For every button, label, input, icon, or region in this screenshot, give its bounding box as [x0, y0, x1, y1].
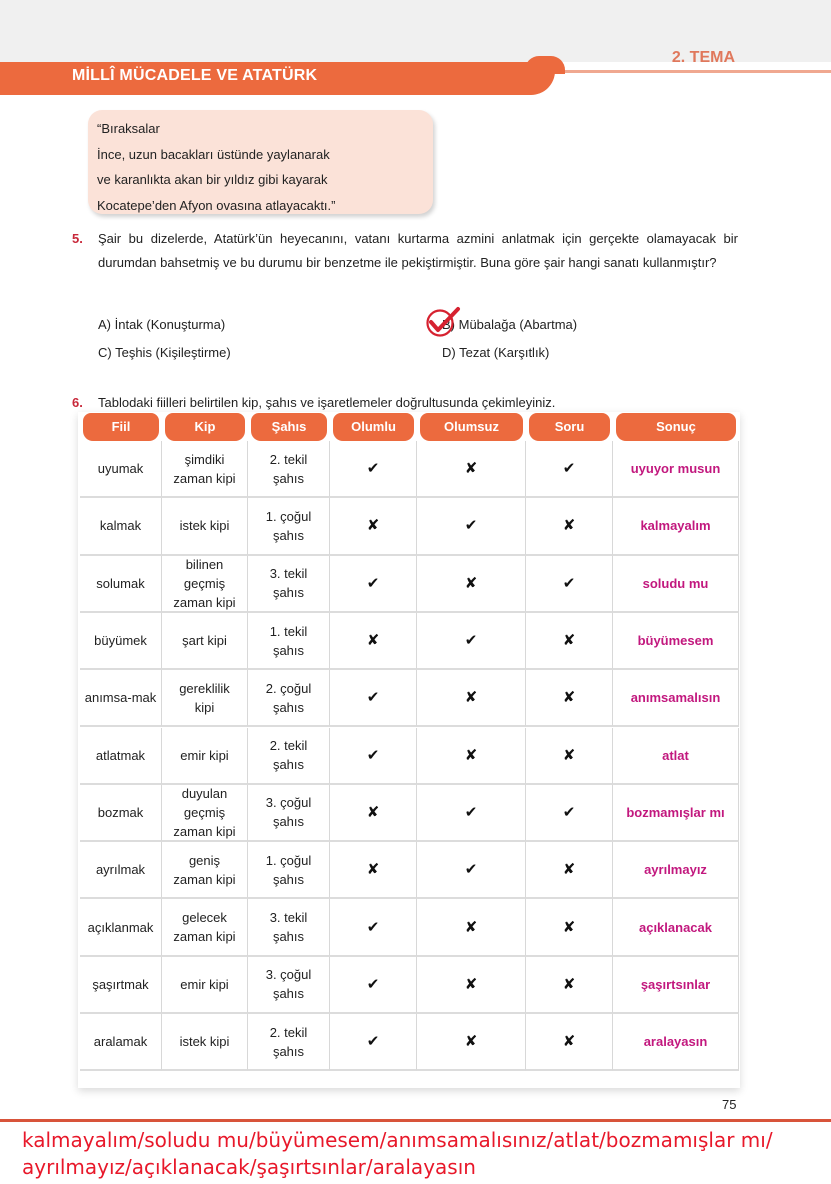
cell-positive: ✔	[330, 1014, 417, 1071]
cell-verb: kalmak	[80, 498, 162, 555]
theme-underline	[540, 70, 831, 73]
cell-result[interactable]: anımsamalısın	[613, 670, 739, 727]
unit-title: MİLLÎ MÜCADELE VE ATATÜRK	[72, 67, 318, 84]
cell-result[interactable]: aralayasın	[613, 1014, 739, 1071]
cell-mood: emir kipi	[162, 728, 248, 785]
cell-positive: ✘	[330, 498, 417, 555]
cell-result[interactable]: şaşırtsınlar	[613, 957, 739, 1014]
cell-person: 1. çoğul şahıs	[248, 842, 330, 899]
option-a[interactable]: A) İntak (Konuşturma)	[98, 317, 226, 332]
quote-line: ve karanlıkta akan bir yıldız gibi kayarak	[97, 172, 328, 187]
answer-line-1: kalmayalım/soludu mu/büyümesem/anımsamalısınız/atlat/bozmamışlar mı/	[22, 1128, 773, 1152]
header-question: Soru	[529, 413, 610, 441]
cell-question: ✘	[526, 899, 613, 956]
header-mood: Kip	[165, 413, 245, 441]
cell-verb: şaşırtmak	[80, 957, 162, 1014]
cell-verb: atlatmak	[80, 728, 162, 785]
cell-positive: ✔	[330, 899, 417, 956]
cell-mood: şart kipi	[162, 613, 248, 670]
question-6-number: 6.	[72, 395, 83, 410]
cell-question: ✔	[526, 441, 613, 498]
cell-positive: ✔	[330, 670, 417, 727]
footer-divider	[0, 1119, 831, 1122]
cell-question: ✘	[526, 670, 613, 727]
cell-result[interactable]: büyümesem	[613, 613, 739, 670]
cell-result[interactable]: ayrılmayız	[613, 842, 739, 899]
cell-negative: ✔	[417, 842, 526, 899]
cell-negative: ✘	[417, 728, 526, 785]
cell-verb: solumak	[80, 556, 162, 613]
cell-question: ✘	[526, 957, 613, 1014]
quote-line: “Bıraksalar	[97, 121, 160, 136]
theme-label: 2. TEMA	[671, 49, 735, 66]
cell-person: 3. çoğul şahıs	[248, 957, 330, 1014]
header-negative: Olumsuz	[420, 413, 523, 441]
header-verb: Fiil	[83, 413, 159, 441]
cell-verb: büyümek	[80, 613, 162, 670]
poem-quote-box	[88, 110, 433, 214]
cell-question: ✘	[526, 1014, 613, 1071]
cell-person: 3. tekil şahıs	[248, 899, 330, 956]
answer-line-2: ayrılmayız/açıklanacak/şaşırtsınlar/aralayasın	[22, 1155, 476, 1179]
cell-person: 1. tekil şahıs	[248, 613, 330, 670]
cell-question: ✔	[526, 556, 613, 613]
cell-verb: aralamak	[80, 1014, 162, 1071]
cell-negative: ✔	[417, 613, 526, 670]
cell-question: ✘	[526, 613, 613, 670]
page-number: 75	[722, 1097, 737, 1112]
cell-person: 2. tekil şahıs	[248, 441, 330, 498]
cell-positive: ✔	[330, 556, 417, 613]
option-d[interactable]: D) Tezat (Karşıtlık)	[442, 345, 550, 360]
cell-question: ✘	[526, 498, 613, 555]
cell-positive: ✔	[330, 441, 417, 498]
header-person: Şahıs	[251, 413, 327, 441]
cell-negative: ✘	[417, 670, 526, 727]
cell-person: 2. tekil şahıs	[248, 1014, 330, 1071]
option-b[interactable]: B) Mübalağa (Abartma)	[442, 317, 578, 332]
cell-result[interactable]: bozmamışlar mı	[613, 785, 739, 842]
cell-mood: istek kipi	[162, 498, 248, 555]
cell-person: 3. çoğul şahıs	[248, 785, 330, 842]
cell-verb: bozmak	[80, 785, 162, 842]
answer-check-icon	[424, 305, 464, 339]
cell-positive: ✘	[330, 842, 417, 899]
cell-negative: ✘	[417, 556, 526, 613]
cell-negative: ✘	[417, 957, 526, 1014]
question-5-number: 5.	[72, 231, 83, 246]
question-6-text: Tablodaki fiilleri belirtilen kip, şahıs ve işaretlemeler doğrultusunda çekimleyiniz.	[98, 395, 556, 410]
cell-mood: şimdiki zaman kipi	[162, 441, 248, 498]
cell-mood: emir kipi	[162, 957, 248, 1014]
cell-mood: istek kipi	[162, 1014, 248, 1071]
header-positive: Olumlu	[333, 413, 414, 441]
cell-question: ✘	[526, 842, 613, 899]
cell-result[interactable]: kalmayalım	[613, 498, 739, 555]
cell-mood: geniş zaman kipi	[162, 842, 248, 899]
cell-verb: ayrılmak	[80, 842, 162, 899]
cell-negative: ✔	[417, 498, 526, 555]
cell-person: 2. tekil şahıs	[248, 728, 330, 785]
cell-result[interactable]: atlat	[613, 728, 739, 785]
cell-person: 2. çoğul şahıs	[248, 670, 330, 727]
cell-result[interactable]: açıklanacak	[613, 899, 739, 956]
cell-negative: ✘	[417, 441, 526, 498]
header-result: Sonuç	[616, 413, 736, 441]
cell-person: 3. tekil şahıs	[248, 556, 330, 613]
cell-question: ✘	[526, 728, 613, 785]
cell-verb: anımsa-mak	[80, 670, 162, 727]
cell-mood: duyulan geçmiş zaman kipi	[162, 785, 248, 842]
cell-negative: ✘	[417, 899, 526, 956]
cell-question: ✔	[526, 785, 613, 842]
option-c[interactable]: C) Teşhis (Kişileştirme)	[98, 345, 231, 360]
cell-positive: ✔	[330, 728, 417, 785]
cell-negative: ✔	[417, 785, 526, 842]
cell-verb: açıklanmak	[80, 899, 162, 956]
cell-result[interactable]: uyuyor musun	[613, 441, 739, 498]
quote-line: İnce, uzun bacakları üstünde yaylanarak	[97, 146, 330, 162]
cell-positive: ✔	[330, 957, 417, 1014]
cell-positive: ✘	[330, 785, 417, 842]
cell-verb: uyumak	[80, 441, 162, 498]
cell-person: 1. çoğul şahıs	[248, 498, 330, 555]
cell-negative: ✘	[417, 1014, 526, 1071]
cell-mood: bilinen geçmiş zaman kipi	[162, 556, 248, 613]
cell-mood: gelecek zaman kipi	[162, 899, 248, 956]
quote-line: Kocatepe’den Afyon ovasına atlayacaktı.”	[97, 197, 336, 213]
cell-result[interactable]: soludu mu	[613, 556, 739, 613]
cell-mood: gereklilik kipi	[162, 670, 248, 727]
cell-positive: ✘	[330, 613, 417, 670]
question-5-text: Şair bu dizelerde, Atatürk’ün heyecanını, vatanı kurtarma azmini anlatmak için gerçekte olamayacak bir durumdan bahsetmiş ve bu durumu bir benzetme ile pekiştirmiştir. Buna göre şair hangi sanatı kullanmıştır?	[98, 231, 738, 270]
